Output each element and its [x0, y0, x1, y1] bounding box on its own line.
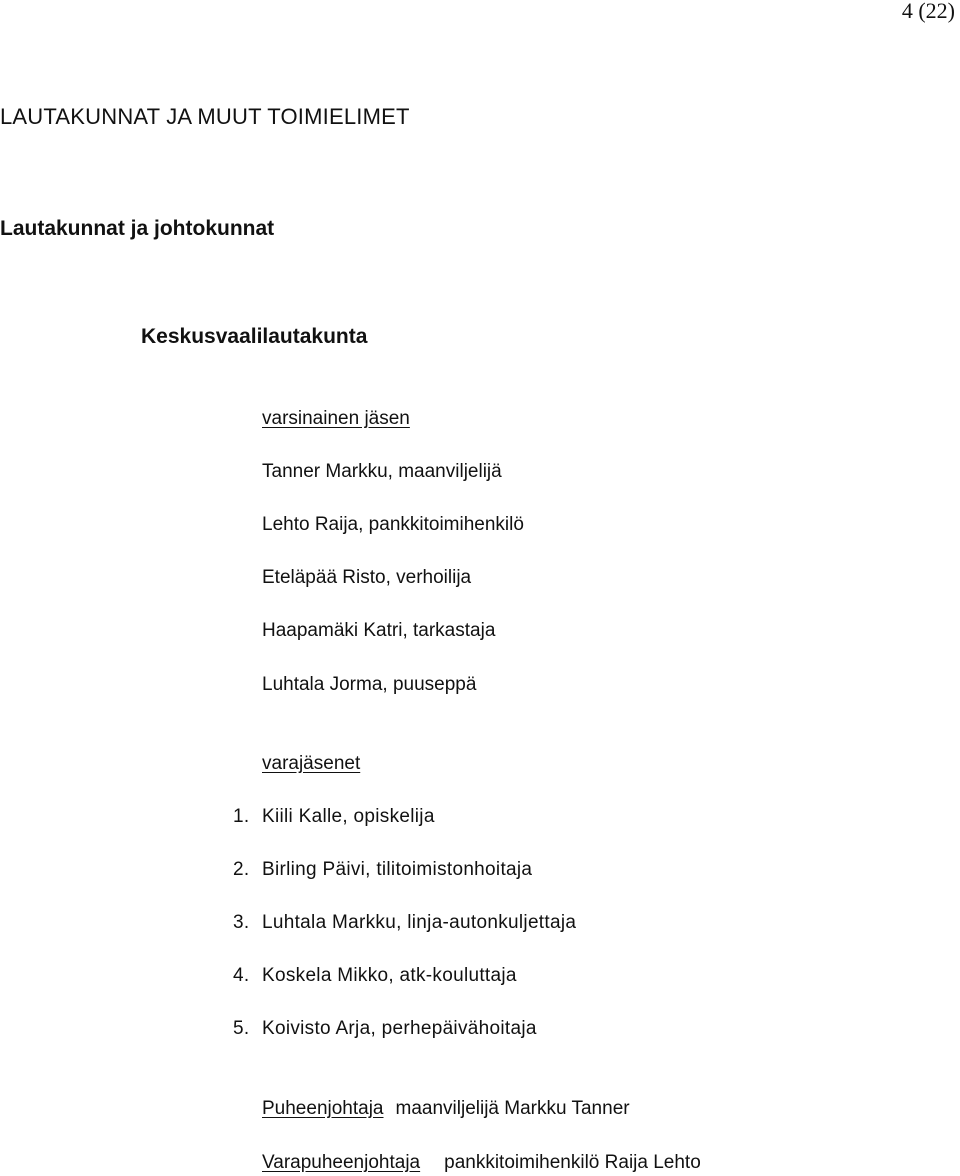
vice-chair-label: Varapuheenjohtaja	[262, 1152, 421, 1173]
deputy-number: 1.	[233, 806, 250, 827]
deputy-text: Luhtala Markku, linja-autonkuljettaja	[262, 912, 577, 933]
deputy-text: Birling Päivi, tilitoimistonhoitaja	[262, 859, 533, 880]
deputy-number: 2.	[233, 859, 250, 880]
chair-row	[262, 1099, 630, 1118]
subsection-title: Lautakunnat ja johtokunnat	[0, 217, 275, 240]
deputy-member-3	[233, 913, 576, 932]
chair-label: Puheenjohtaja	[262, 1098, 384, 1119]
deputy-text: Kiili Kalle, opiskelija	[262, 806, 435, 827]
vice-chair-value: pankkitoimihenkilö Raija Lehto	[444, 1152, 701, 1173]
section-title: LAUTAKUNNAT JA MUUT TOIMIELIMET	[0, 104, 410, 129]
deputy-member-4	[233, 966, 517, 985]
regular-members-label: varsinainen jäsen	[262, 408, 410, 429]
chair-value: maanviljelijä Markku Tanner	[395, 1098, 630, 1119]
deputy-number: 3.	[233, 912, 250, 933]
regular-member-2: Lehto Raija, pankkitoimihenkilö	[262, 514, 524, 535]
regular-member-1: Tanner Markku, maanviljelijä	[262, 461, 502, 482]
regular-member-5: Luhtala Jorma, puuseppä	[262, 674, 477, 695]
deputy-member-1	[233, 807, 435, 826]
deputy-members-label: varajäsenet	[262, 753, 361, 774]
deputy-text: Koivisto Arja, perhepäivähoitaja	[262, 1018, 537, 1039]
vice-chair-row	[262, 1153, 701, 1172]
board-title: Keskusvaalilautakunta	[141, 325, 368, 348]
deputy-member-5	[233, 1019, 537, 1038]
regular-member-4: Haapamäki Katri, tarkastaja	[262, 620, 496, 641]
deputy-number: 4.	[233, 965, 250, 986]
page-number: 4 (22)	[901, 0, 955, 23]
deputy-text: Koskela Mikko, atk-kouluttaja	[262, 965, 517, 986]
regular-member-3: Eteläpää Risto, verhoilija	[262, 567, 472, 588]
deputy-number: 5.	[233, 1018, 250, 1039]
deputy-member-2	[233, 860, 532, 879]
